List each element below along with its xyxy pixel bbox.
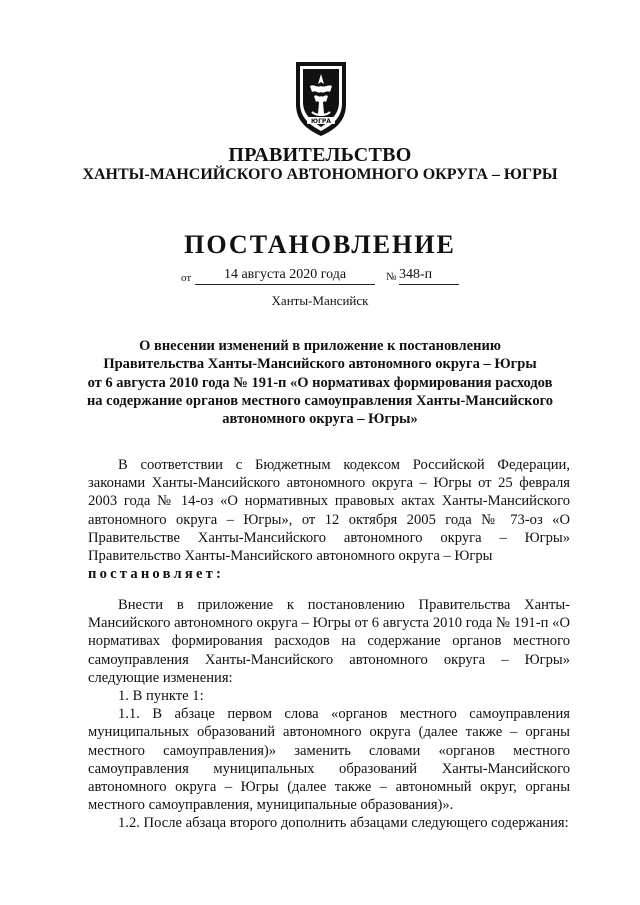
item-1-1: 1.1. В абзаце первом слова «органов местного самоуправления муниципальных образований автономного округа (далее также – органы местного самоуправления)» заменить словами «органов местного самоуправления муниципальных образований Ханты-Мансийского автономного округа – Югры (далее также – автономный округ, органы местного самоуправления, муниципальные образования)». [88,706,570,814]
coat-of-arms-icon [290,56,352,138]
document-city: Ханты-Мансийск [271,293,369,308]
subject-line: от 6 августа 2010 года № 191-п «О нормативах формирования расходов [87,374,553,391]
subject-line: на содержание органов местного самоуправления Ханты-Мансийского [86,392,554,409]
intro-paragraph: Внести в приложение к постановлению Правительства Ханты-Мансийского автономного округа – Югры от 6 августа 2010 года № 191-п «О нормативах формирования расходов на содержание органов местного самоуправления Ханты-Мансийского автономного округа – Югры» следующие изменения: [88,597,570,686]
date-prefix: от [181,272,192,284]
document-date: 14 августа 2020 года [195,267,375,285]
government-region: ХАНТЫ-МАНСИЙСКОГО АВТОНОМНОГО ОКРУГА – ЮГРЫ [82,166,558,183]
resolves-line [88,565,570,583]
resolves-word: постановляет: [88,566,225,583]
date-number-line [0,267,640,289]
changes-block [88,596,570,833]
document-subject [60,337,580,428]
item-1-2: 1.2. После абзаца второго дополнить абзацами следующего содержания: [118,815,569,832]
preamble-block [88,456,570,583]
emblem-label: ЮГРА [311,118,331,125]
number-prefix: № [386,271,397,283]
document-type: ПОСТАНОВЛЕНИЕ [184,230,456,259]
government-title: ПРАВИТЕЛЬСТВО [228,144,412,166]
subject-line: Правительства Ханты-Мансийского автономного округа – Югры [103,356,537,373]
subject-line: автономного округа – Югры» [222,411,418,428]
preamble-paragraph: В соответствии с Бюджетным кодексом Российской Федерации, законами Ханты-Мансийского автономного округа – Югры от 25 февраля 2003 года № 14-оз «О нормативных правовых актах Ханты-Мансийского автономного округа – Югры», от 12 октября 2005 года № 73-оз «О Правительстве Ханты-Мансийского автономного округа – Югры» Правительство Ханты-Мансийского автономного округа – Югры [88,457,570,565]
item-1: 1. В пункте 1: [118,688,204,705]
subject-line: О внесении изменений в приложение к постановлению [139,338,501,354]
document-number: 348-п [399,267,459,285]
